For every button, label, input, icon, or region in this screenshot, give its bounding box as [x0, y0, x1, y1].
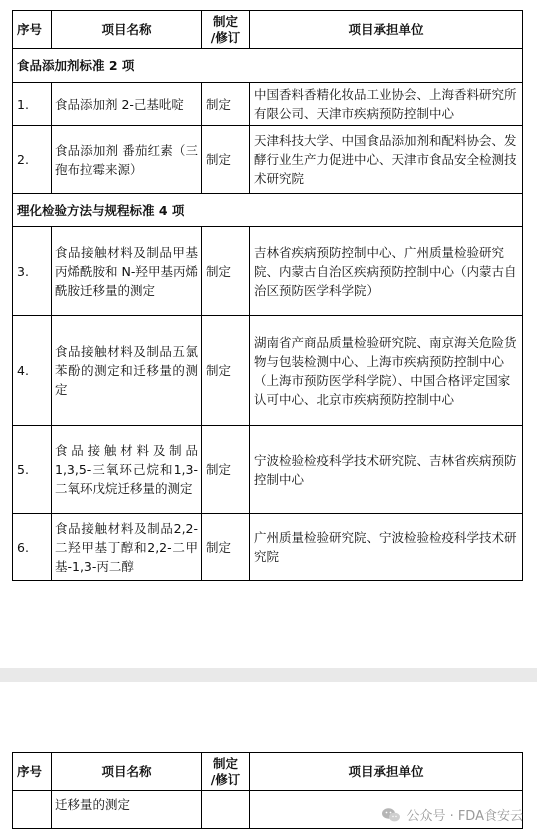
row-org: 广州质量检验研究院、宁波检验检疫科学技术研究院 [250, 514, 523, 581]
row-no: 5. [13, 426, 52, 514]
row-no: 6. [13, 514, 52, 581]
standards-table [12, 10, 523, 581]
row-name: 迁移量的测定 [52, 791, 202, 829]
row-type: 制定 [202, 83, 250, 126]
row-name: 食品接触材料及制品1,3,5-三氧环己烷和1,3-二氧环戊烷迁移量的测定 [52, 426, 202, 514]
header-name: 项目名称 [52, 753, 202, 791]
header-type-text: 制定 /修订 [210, 755, 241, 787]
table-row [13, 426, 523, 514]
row-no: 4. [13, 316, 52, 426]
row-org: 宁波检验检疫科学技术研究院、吉林省疾病预防控制中心 [250, 426, 523, 514]
table-row [13, 126, 523, 194]
table-header-row [13, 11, 523, 49]
row-type: 制定 [202, 126, 250, 194]
header-no: 序号 [13, 11, 52, 49]
header-org: 项目承担单位 [250, 753, 523, 791]
header-type-text: 制定 /修订 [210, 13, 241, 45]
page-gap [0, 668, 537, 682]
table-row [13, 83, 523, 126]
section-title: 理化检验方法与规程标准 4 项 [13, 194, 523, 227]
row-name: 食品接触材料及制品五氯苯酚的测定和迁移量的测定 [52, 316, 202, 426]
header-no: 序号 [13, 753, 52, 791]
header-type [202, 11, 250, 49]
header-name: 项目名称 [52, 11, 202, 49]
row-no: 2. [13, 126, 52, 194]
row-type: 制定 [202, 227, 250, 316]
header-org: 项目承担单位 [250, 11, 523, 49]
row-name: 食品接触材料及制品甲基丙烯酰胺和 N-羟甲基丙烯酰胺迁移量的测定 [52, 227, 202, 316]
row-no [13, 791, 52, 829]
section-row [13, 49, 523, 83]
table-row [13, 227, 523, 316]
header-type [202, 753, 250, 791]
section-row [13, 194, 523, 227]
row-no: 1. [13, 83, 52, 126]
row-type: 制定 [202, 514, 250, 581]
row-type [202, 791, 250, 829]
row-no: 3. [13, 227, 52, 316]
row-org: 天津科技大学、中国食品添加剂和配料协会、发酵行业生产力促进中心、天津市食品安全检测技术研究院 [250, 126, 523, 194]
row-org: 湖南省产商品质量检验研究院、南京海关危险货物与包装检测中心、上海市疾病预防控制中心（上海市预防医学科学院）、中国合格评定国家认可中心、北京市疾病预防控制中心 [250, 316, 523, 426]
section-title: 食品添加剂标准 2 项 [13, 49, 523, 83]
watermark [381, 805, 523, 824]
row-org: 中国香料香精化妆品工业协会、上海香料研究所有限公司、天津市疾病预防控制中心 [250, 83, 523, 126]
row-name: 食品添加剂 番茄红素（三孢布拉霉来源） [52, 126, 202, 194]
row-org: 吉林省疾病预防控制中心、广州质量检验研究院、内蒙古自治区疾病预防控制中心（内蒙古自治区预防医学科学院） [250, 227, 523, 316]
row-name: 食品添加剂 2-己基吡啶 [52, 83, 202, 126]
row-name: 食品接触材料及制品2,2-二羟甲基丁醇和2,2-二甲基-1,3-丙二醇 [52, 514, 202, 581]
watermark-text: 公众号 · FDA食安云 [406, 809, 523, 824]
page-2 [0, 682, 537, 836]
table-row [13, 514, 523, 581]
row-type: 制定 [202, 316, 250, 426]
table-row [13, 316, 523, 426]
wechat-icon [381, 807, 401, 823]
table-header-row [13, 753, 523, 791]
row-type: 制定 [202, 426, 250, 514]
